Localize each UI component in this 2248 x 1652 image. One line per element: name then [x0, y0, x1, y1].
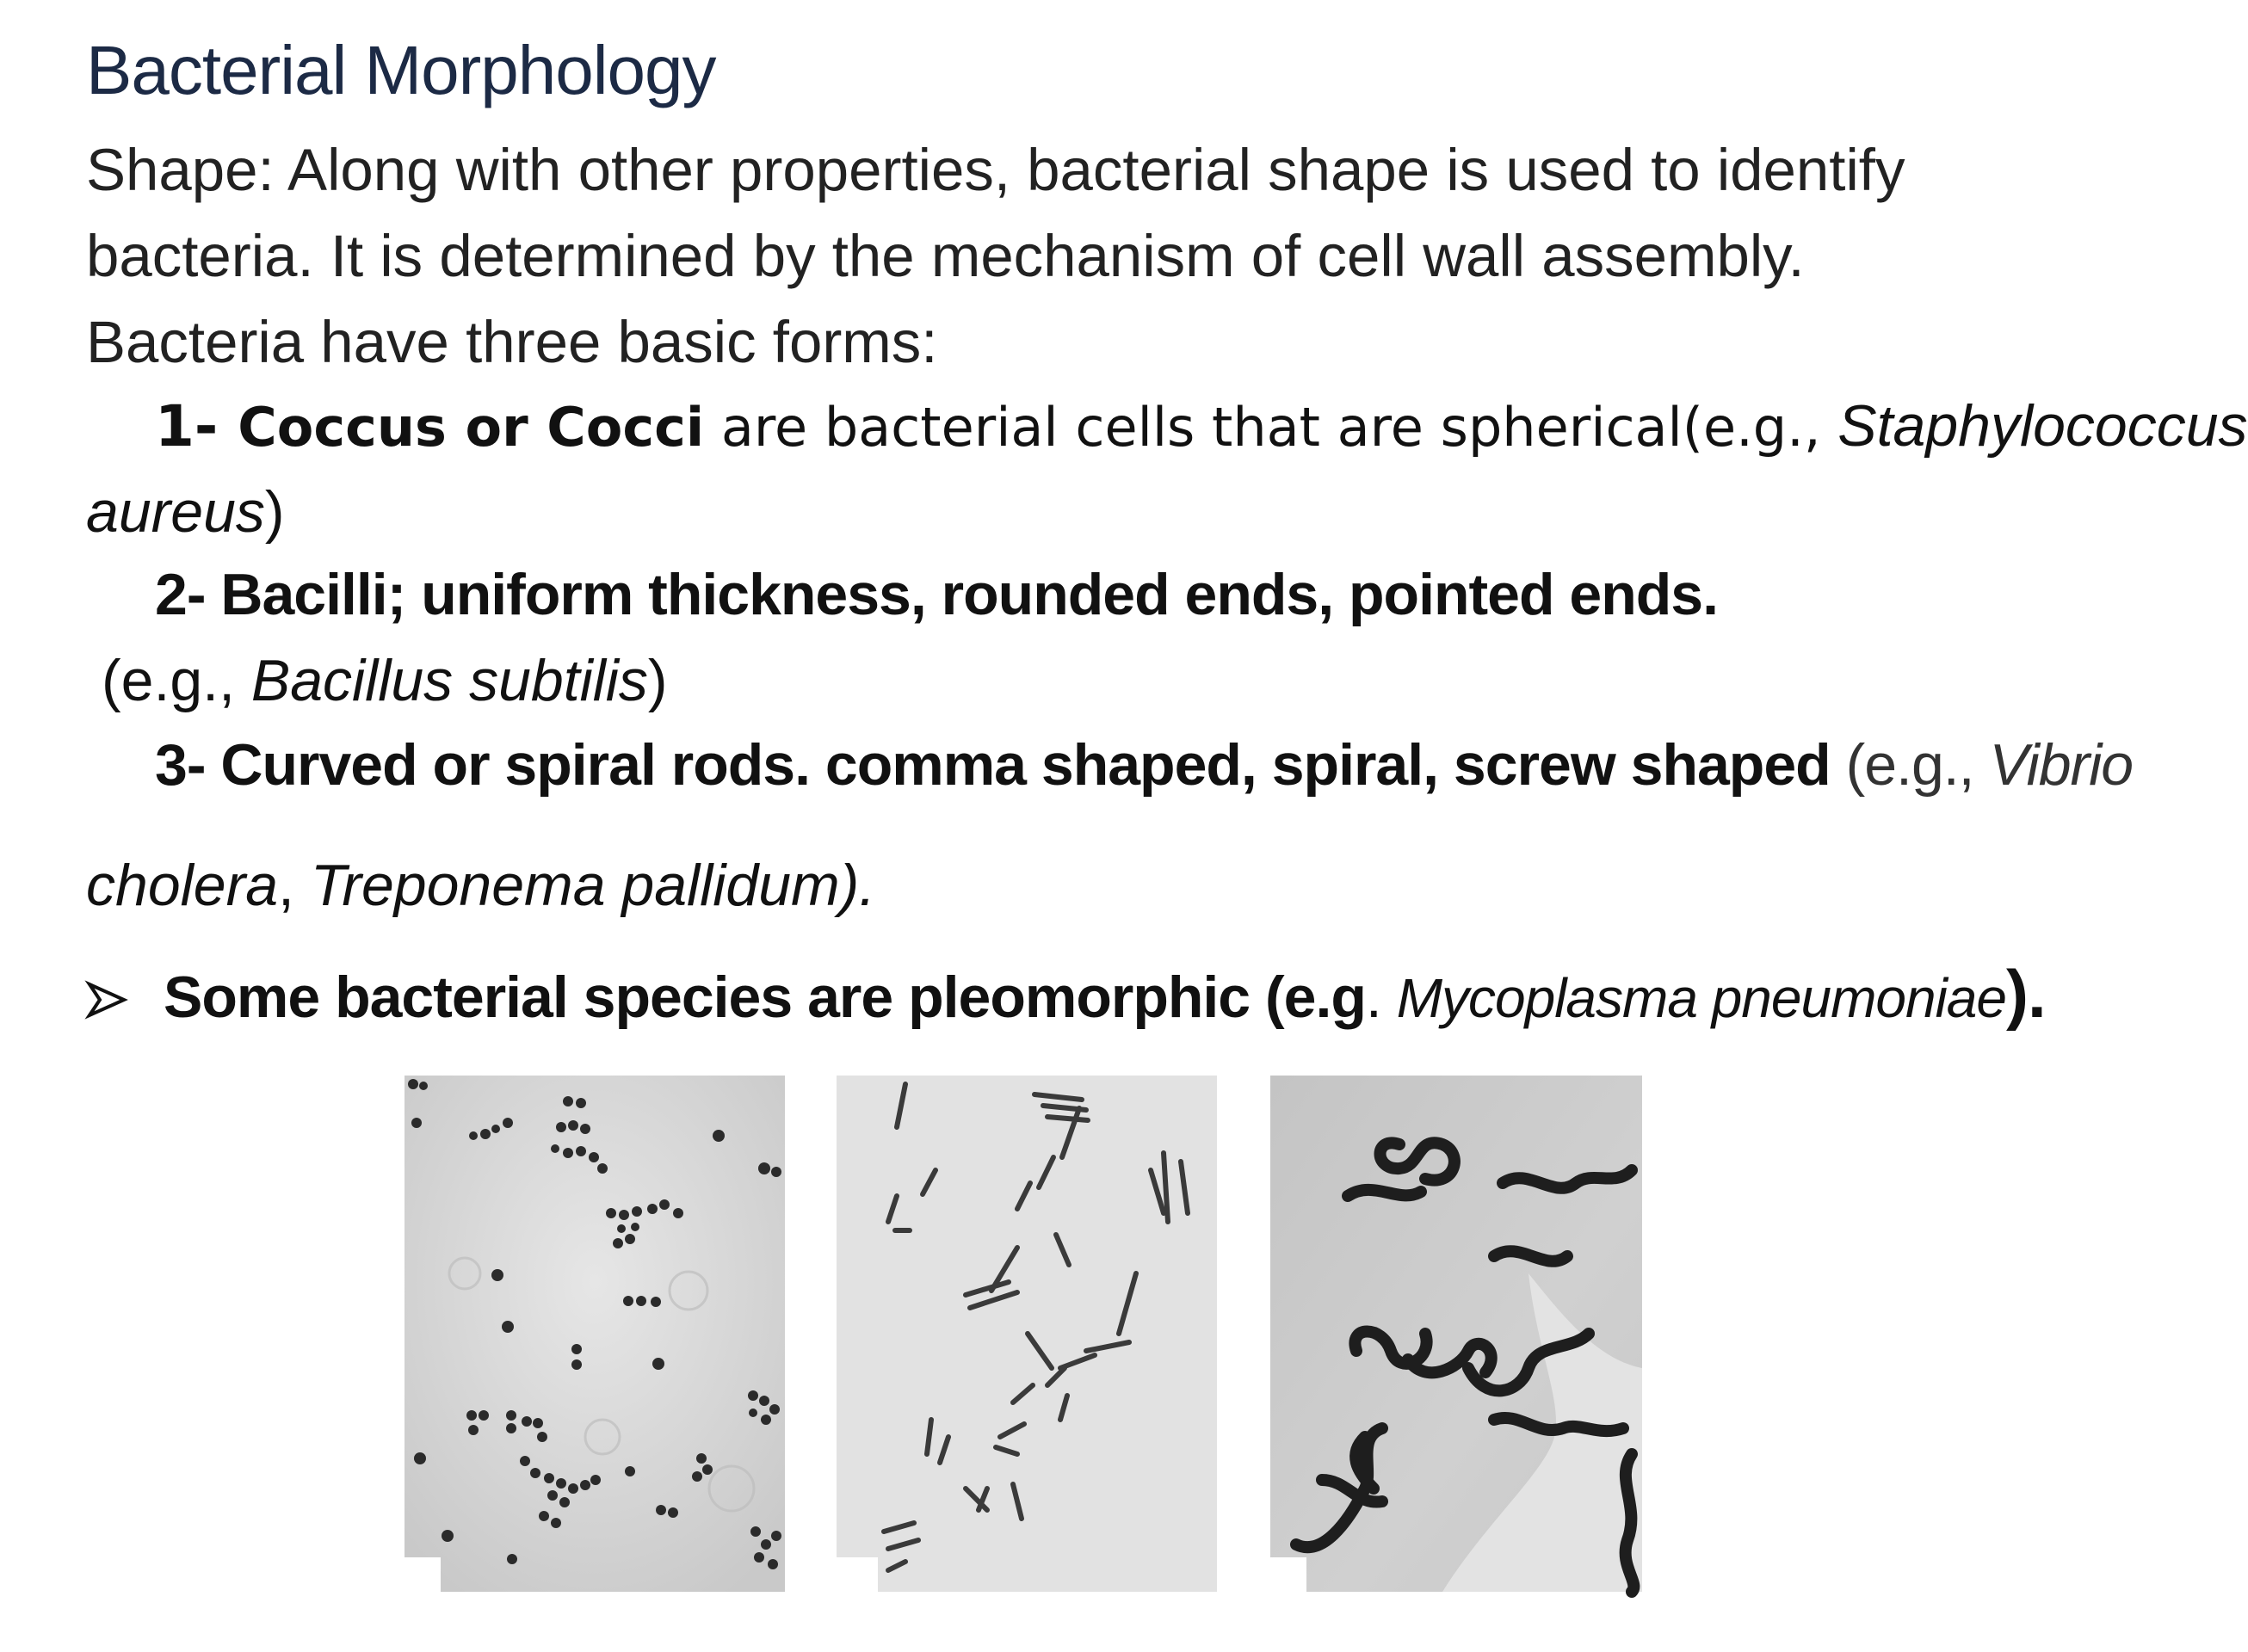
item-3-comma: , [278, 853, 311, 918]
spirilla-micrograph [1270, 1076, 1642, 1592]
item-1-species: Staphylococcus [1837, 393, 2248, 459]
item-2-species: Bacillus subtilis [250, 648, 648, 713]
item-1-text: are bacterial cells that are spherical(e.g., [704, 396, 1838, 459]
arrowhead-bullet-icon [86, 979, 127, 1020]
bullet-species: Mycoplasma pneumoniae [1396, 967, 2006, 1029]
bullet-text: Some bacterial species are pleomorphic (e.g [164, 965, 1366, 1030]
item-3-line-2 [86, 852, 875, 919]
shape-line-2: bacteria. It is determined by the mechanism of cell wall assembly. [86, 223, 1805, 289]
item-2-example [102, 647, 668, 714]
shape-line-1: Shape: Along with other properties, bacterial shape is used to identify [86, 137, 1905, 203]
cocci-micrograph [405, 1076, 785, 1592]
forms-intro: Bacteria have three basic forms: [86, 309, 938, 375]
item-3-species-2: cholera [86, 853, 279, 918]
bacilli-micrograph-image [837, 1076, 1217, 1592]
item-3-eg: (e.g., [1830, 732, 1990, 798]
spirilla-micrograph-image [1270, 1076, 1642, 1592]
item-1-line-1 [155, 392, 2248, 459]
item-2-heading: 2- Bacilli; uniform thickness, rounded ends, pointed ends. [155, 562, 1719, 627]
item-3-species-3: Treponema pallidum). [310, 853, 876, 918]
item-3-line-1 [155, 731, 2133, 798]
item-3-species: Vibrio [1989, 732, 2134, 798]
bacilli-micrograph [837, 1076, 1217, 1592]
item-1-term: Coccus or Cocci [238, 396, 705, 459]
item-1-species-2: aureus [86, 479, 265, 545]
item-2-eg-open: (e.g., [102, 648, 251, 713]
item-2-close: ) [647, 648, 668, 713]
cocci-micrograph-image [405, 1076, 785, 1592]
page-title: Bacterial Morphology [86, 32, 716, 108]
item-1-close: ) [264, 479, 285, 545]
pleomorphic-bullet [86, 955, 2046, 1033]
bullet-dot: . [1365, 965, 1397, 1030]
item-1-number: 1- [155, 393, 238, 459]
item-1-line-2 [86, 478, 285, 546]
bullet-close: ). [2005, 956, 2046, 1032]
item-3-heading: 3- Curved or spiral rods. comma shaped, spiral, screw shaped [155, 732, 1831, 798]
